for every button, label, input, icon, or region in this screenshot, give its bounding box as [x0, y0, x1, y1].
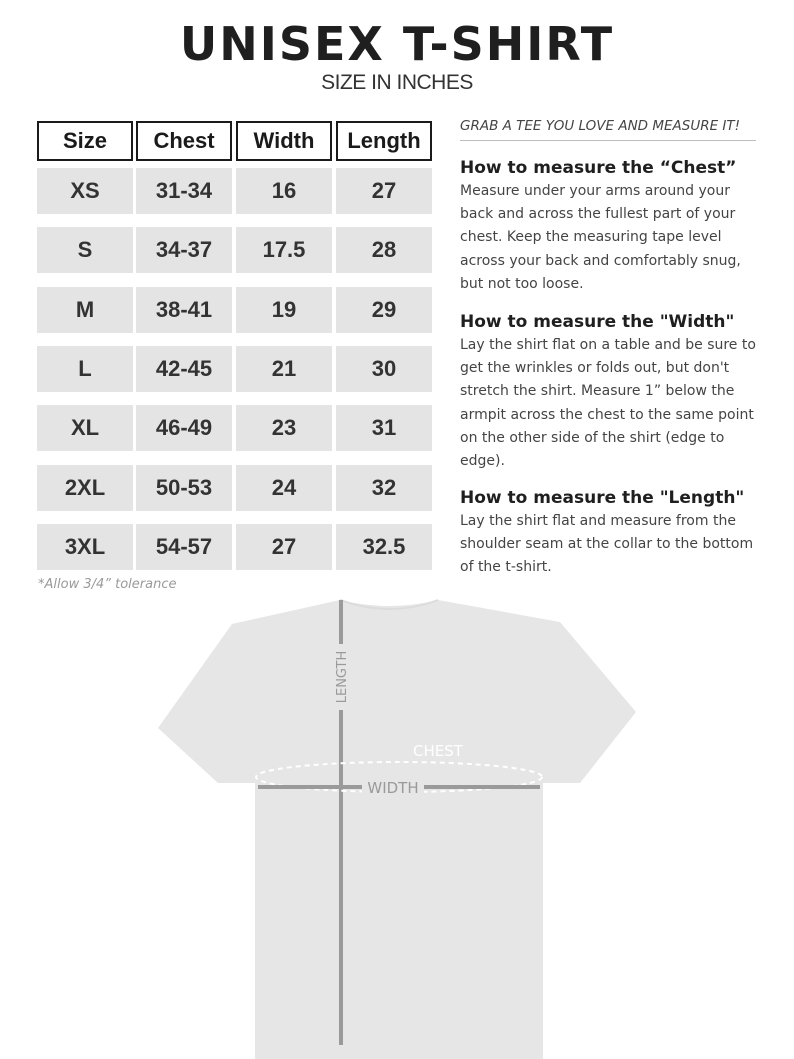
table-cell-size: 2XL — [37, 465, 133, 511]
table-cell-length: 28 — [336, 227, 432, 273]
tagline: GRAB A TEE YOU LOVE AND MEASURE IT! — [460, 118, 756, 141]
column-header-chest: Chest — [136, 121, 232, 161]
table-cell-length: 32 — [336, 465, 432, 511]
width-body: Lay the shirt flat on a table and be sure to get the wrinkles or folds out, but don't stretch the shirt. Measure 1” below the armpit across the chest to the same point on the other side of the shirt (edge to edge). — [460, 337, 756, 470]
table-cell-width: 19 — [236, 287, 332, 333]
tshirt-silhouette — [158, 600, 636, 1059]
table-cell-chest: 46-49 — [136, 405, 232, 451]
column-header-length: Length — [336, 121, 432, 161]
table-cell-size: S — [37, 227, 133, 273]
column-header-width: Width — [236, 121, 332, 161]
page-title: UNISEX T-SHIRT — [179, 17, 615, 71]
page-subtitle: SIZE IN INCHES — [321, 71, 473, 94]
table-cell-chest: 38-41 — [136, 287, 232, 333]
length-body: Lay the shirt flat and measure from the shoulder seam at the collar to the bottom of the t-shirt. — [460, 513, 754, 576]
table-cell-chest: 42-45 — [136, 346, 232, 392]
chest-label: CHEST — [413, 742, 463, 760]
table-cell-length: 30 — [336, 346, 432, 392]
table-cell-chest: 54-57 — [136, 524, 232, 570]
table-cell-size: 3XL — [37, 524, 133, 570]
table-cell-length: 31 — [336, 405, 432, 451]
table-cell-width: 21 — [236, 346, 332, 392]
table-cell-width: 16 — [236, 168, 332, 214]
column-header-size: Size — [37, 121, 133, 161]
width-label: WIDTH — [367, 779, 419, 797]
table-cell-length: 32.5 — [336, 524, 432, 570]
table-cell-width: 27 — [236, 524, 332, 570]
table-cell-size: L — [37, 346, 133, 392]
table-cell-size: XS — [37, 168, 133, 214]
table-cell-length: 29 — [336, 287, 432, 333]
table-cell-chest: 50-53 — [136, 465, 232, 511]
table-cell-size: M — [37, 287, 133, 333]
table-cell-width: 17.5 — [236, 227, 332, 273]
table-cell-width: 23 — [236, 405, 332, 451]
length-heading: How to measure the "Length" — [460, 488, 745, 508]
table-cell-length: 27 — [336, 168, 432, 214]
table-cell-chest: 34-37 — [136, 227, 232, 273]
table-cell-chest: 31-34 — [136, 168, 232, 214]
length-label: LENGTH — [335, 650, 350, 704]
chest-heading: How to measure the “Chest” — [460, 158, 737, 178]
width-heading: How to measure the "Width" — [460, 312, 735, 332]
table-cell-width: 24 — [236, 465, 332, 511]
chest-body: Measure under your arms around your back and across the fullest part of your chest. Keep the measuring tape level across your back and comfortably snug, but not too loose. — [460, 183, 741, 292]
table-cell-size: XL — [37, 405, 133, 451]
tolerance-note: *Allow 3/4” tolerance — [38, 577, 177, 592]
